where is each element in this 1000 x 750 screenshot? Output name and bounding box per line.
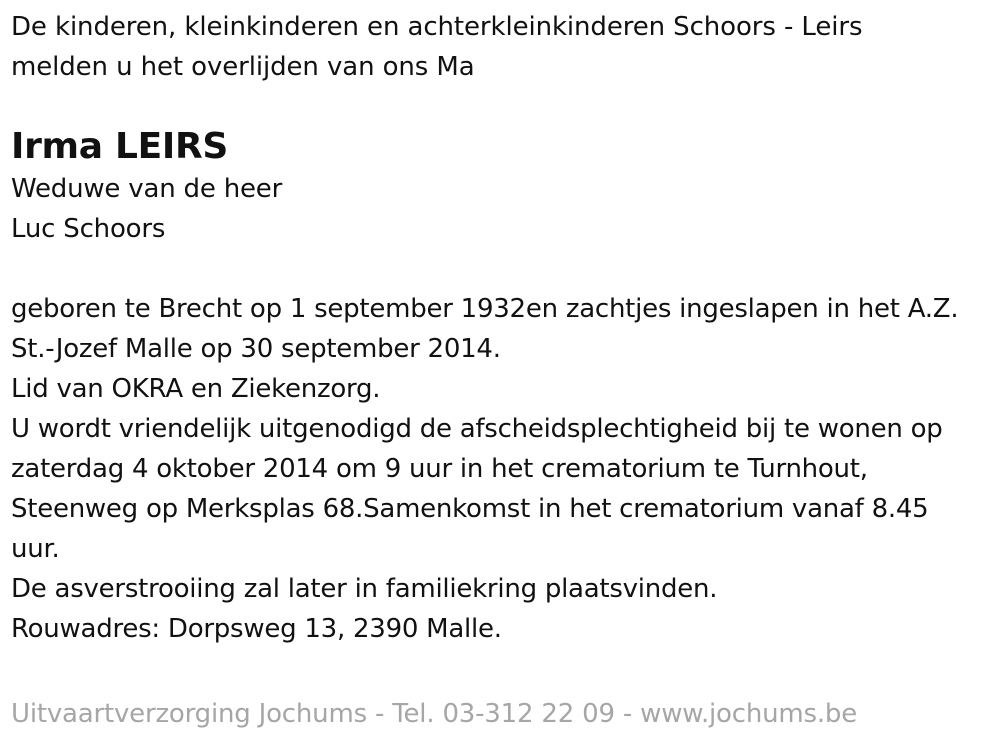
deceased-relation (11, 169, 996, 249)
intro-line: De kinderen, kleinkinderen en achterkleinkinderen Schoors - Leirs (11, 12, 863, 42)
body-line: De asverstrooiing zal later in familiekring plaatsvinden. (11, 574, 718, 604)
notice-intro (11, 7, 996, 87)
intro-line: melden u het overlijden van ons Ma (11, 52, 475, 82)
notice-body (11, 289, 996, 649)
body-line: uur. (11, 534, 60, 564)
body-line: zaterdag 4 oktober 2014 om 9 uur in het crematorium te Turnhout, (11, 454, 868, 484)
deceased-name: Irma LEIRS (11, 126, 229, 167)
body-line: St.-Jozef Malle op 30 september 2014. (11, 334, 501, 364)
body-line: geboren te Brecht op 1 september 1932en zachtjes ingeslapen in het A.Z. (11, 294, 959, 324)
relation-line: Luc Schoors (11, 214, 166, 244)
relation-line: Weduwe van de heer (11, 174, 283, 204)
body-line: Steenweg op Merksplas 68.Samenkomst in het crematorium vanaf 8.45 (11, 494, 929, 524)
body-line: U wordt vriendelijk uitgenodigd de afscheidsplechtigheid bij te wonen op (11, 414, 943, 444)
body-line: Lid van OKRA en Ziekenzorg. (11, 374, 381, 404)
funeral-home-footer: Uitvaartverzorging Jochums - Tel. 03-312 22 09 - www.jochums.be (11, 699, 858, 729)
body-line: Rouwadres: Dorpsweg 13, 2390 Malle. (11, 614, 502, 644)
death-notice (11, 7, 996, 649)
